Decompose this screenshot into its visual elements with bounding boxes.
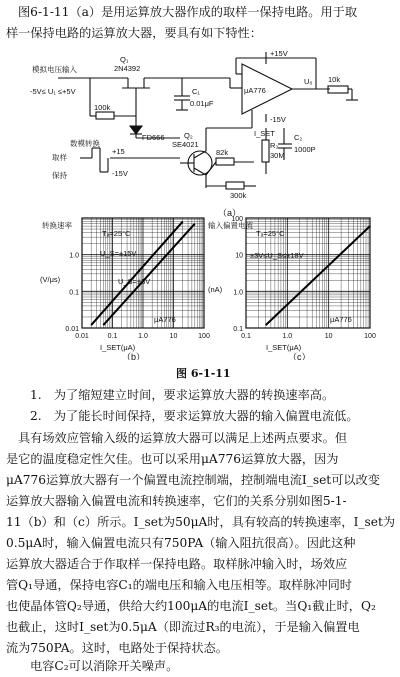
label-sample: 取样 xyxy=(52,153,67,162)
body-line-2: 2. 为了能长时间保持，要求运算放大器的输入偏置电流低。 xyxy=(30,409,359,423)
intro-line-1: 图6-1-11（a）是用运算放大器作成的取样一保持电路。用于取 xyxy=(18,5,358,19)
chart-b-x-tick-0: 0.01 xyxy=(75,333,89,340)
chart-c-y-tick-3: 0.1 xyxy=(233,326,243,333)
label-input: 模拟电压输入 xyxy=(32,65,77,74)
chart-c-yunit: (nA) xyxy=(208,285,223,294)
chart-b-yunit: (V/μs) xyxy=(40,275,61,284)
chart-b-x-tick-2: 1.0 xyxy=(138,333,148,340)
chart-c-x-tick-2: 10 xyxy=(324,333,333,340)
label-q2: Q₂ xyxy=(184,131,193,140)
label-r3: R₃ xyxy=(270,141,279,150)
label-minus15: -15V xyxy=(112,169,128,178)
label-c2: C₂ xyxy=(294,133,303,142)
body-line-5: μA776运算放大器有一个偏置电流控制端，控制端电流I_set可以改变 xyxy=(6,473,380,487)
chart-b-caption: （b） xyxy=(122,352,146,360)
chart-c-xlabel: I_SET(μA) xyxy=(266,343,302,352)
chart-c-series-line-1 xyxy=(266,226,370,325)
chart-c-x-tick-3: 100 xyxy=(364,333,376,340)
circuit-schematic xyxy=(30,48,370,220)
intro-line-2: 样一保持电路的运算放大器，要具有如下特性： xyxy=(6,26,262,40)
body-line-14: 电容C₂可以消除开关噪声。 xyxy=(30,659,179,673)
label-c1-value: 0.01μF xyxy=(190,99,214,108)
chart-c-x-tick-0: 0.1 xyxy=(241,333,251,340)
label-minus15v: -15V xyxy=(270,115,286,124)
body-line-10: 管Q₁导通，保持电容C₁的端电压和输入电压相等。取样脉冲同时 xyxy=(6,578,352,592)
chart-slew-rate xyxy=(40,214,210,360)
chart-b-y-tick-2: 0.01 xyxy=(65,326,79,333)
label-q1-part: 2N4392 xyxy=(114,64,141,73)
label-r300k: 300k xyxy=(230,191,247,200)
body-line-4: 是它的温度稳定性欠佳。也可以采用μA776运算放大器，因为 xyxy=(6,452,339,466)
label-iset: I_SET xyxy=(254,129,275,138)
chart-bias-current xyxy=(206,214,376,360)
label-r1: 100k xyxy=(94,103,111,112)
label-plus15: +15 xyxy=(112,147,125,156)
label-c2-value: 1000P xyxy=(294,145,316,154)
chart-b-y-tick-0: 1.0 xyxy=(69,252,79,260)
chart-b-series-line-2 xyxy=(103,224,195,325)
chart-b-x-tick-1: 0.1 xyxy=(107,333,118,340)
caption-a: （a） xyxy=(218,208,242,218)
label-input-range: -5V≤ U₁ ≤+5V xyxy=(30,87,76,96)
label-hold: 保持 xyxy=(52,171,67,180)
chart-b-y-tick-1: 0.1 xyxy=(69,289,79,297)
label-r82k: 82k xyxy=(216,148,229,157)
chart-b-ylabel: 转换速率 xyxy=(42,221,72,230)
chart-c-x-tick-1: 1.0 xyxy=(282,333,293,340)
label-q1: Q₁ xyxy=(120,55,129,64)
label-pulse: 数模转换 xyxy=(70,139,100,148)
chart-c-y-tick-2: 1.0 xyxy=(233,289,243,297)
label-plus15v: +15V xyxy=(270,49,288,58)
chart-c-series-1: ±3V≤U_S≤±18V xyxy=(250,251,304,260)
body-line-13: 流为750PA。这时，电路处于保持状态。 xyxy=(6,641,228,655)
chart-b-series-1: U_S=±15V xyxy=(100,249,137,258)
body-line-8: 0.5μA时，输入偏置电流只有750PA（输入阻抗很高）。因此这种 xyxy=(6,536,356,550)
chart-c-caption: （c） xyxy=(288,352,311,360)
label-uo: U₀ xyxy=(304,77,313,86)
figure-caption: 图 6-1-11 xyxy=(176,367,231,380)
body-line-1: 1. 为了缩短建立时间，要求运算放大器的转换速率高。 xyxy=(30,388,335,402)
label-r30m: 30M xyxy=(270,151,285,160)
body-line-11: 也使晶体管Q₂导通，供给大约100μA的电流I_set。当Q₁截止时，Q₂ xyxy=(6,599,376,613)
chart-c-y-tick-0: 100 xyxy=(231,216,243,223)
chart-c-temp: Tₐ=25°C xyxy=(256,229,285,238)
chart-b-xlabel: I_SET(μA) xyxy=(100,343,136,352)
chart-b-x-tick-3: 10 xyxy=(169,333,178,340)
chart-b-series-2: U_S=±3V xyxy=(118,277,151,286)
body-line-9: 运算放大器适合于作取样一保持电路。取样脉冲输入时，场效应 xyxy=(6,557,348,571)
label-c1: C₁ xyxy=(192,87,200,96)
chart-c-ylabel: 输入偏置电流 xyxy=(208,221,253,230)
chart-b-x-tick-4: 100 xyxy=(198,333,210,340)
chart-c-part: μA776 xyxy=(330,315,352,324)
label-opamp: μA776 xyxy=(244,86,266,95)
body-line-7: 11（b）和（c）所示。I_set为50μA时，具有较高的转换速率，I_set为 xyxy=(6,515,396,529)
chart-b-part: μA776 xyxy=(154,315,176,324)
body-line-6: 运算放大器输入偏置电流和转换速率，它们的关系分别如图5-1- xyxy=(6,494,347,508)
body-line-3: 具有场效应管输入级的运算放大器可以满足上述两点要求。但 xyxy=(18,431,348,445)
body-line-12: 也截止，这时I_set为0.5μA（即流过R₃的电流），于是输入偏置电 xyxy=(6,620,360,634)
label-q2-part: SE4021 xyxy=(172,140,199,149)
label-rl: 10k xyxy=(328,75,341,84)
chart-b-temp: Tₐ=25°C xyxy=(102,229,131,238)
label-diode: FD666 xyxy=(142,133,165,142)
chart-c-y-tick-1: 10 xyxy=(235,252,243,260)
